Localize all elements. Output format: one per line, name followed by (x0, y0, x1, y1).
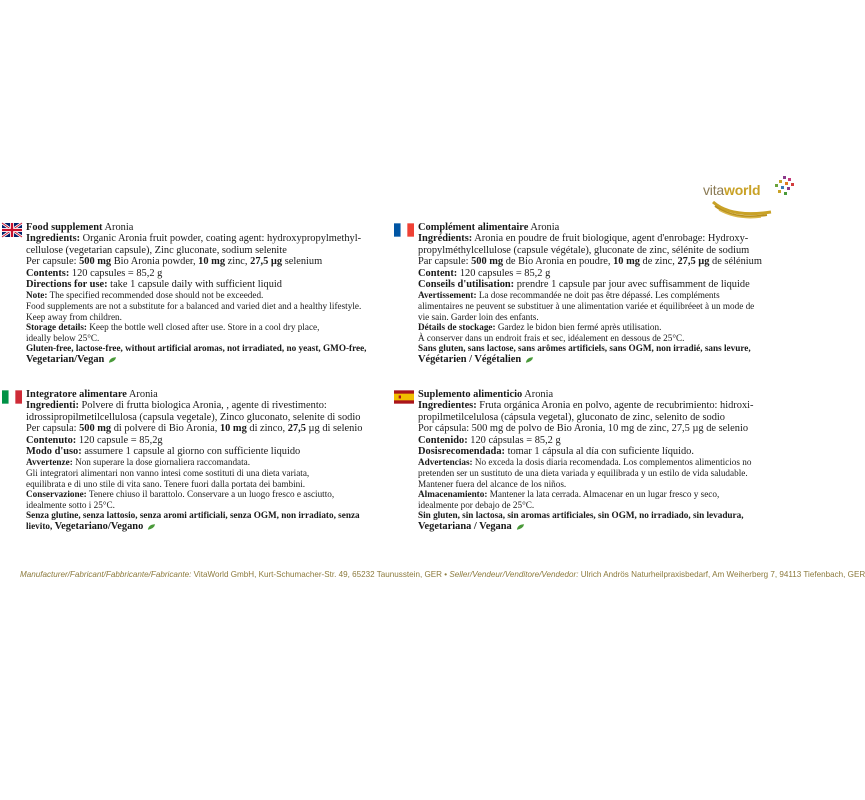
it-storage: Conservazione: Tenere chiuso il barattolo. Conservare a un luogo fresco e asciutto, (26, 489, 335, 500)
french-panel (418, 222, 778, 365)
seller-value: Ulrich Andrös Naturheilpraxisbedarf, Am Weiherberg 7, 94113 Tiefenbach, GER (578, 570, 865, 579)
es-per-capsule: Por cápsula: 500 mg de polvo de Bio Aronia, 10 mg de zinc, 27,5 µg de selenio (418, 423, 749, 435)
spain-flag-icon (394, 390, 414, 404)
en-note-line2: Food supplements are not a substitute for a balanced and varied diet and a healthy lifestyle. (26, 301, 362, 312)
es-storage: Almacenamiento: Mantener la lata cerrada. Almacenar en un lugar fresco y seco, (418, 489, 720, 500)
leaf-icon (516, 523, 525, 531)
vitaworld-logo (703, 170, 793, 220)
fr-per-capsule: Par capsule: 500 mg de Bio Aronia en poudre, 10 mg de zinc, 27,5 µg de sélénium (418, 256, 762, 268)
en-storage-line2: ideally below 25°C. (26, 332, 100, 343)
fr-note-line3: vie sain. Garder loin des enfants. (418, 311, 539, 322)
manufacturer-value: VitaWorld GmbH, Kurt-Schumacher-Str. 49, 65232 Taunusstein, GER (191, 570, 442, 579)
en-ingredients: Ingredients: Organic Aronia fruit powder, coating agent: hydroxypropylmethyl- (26, 233, 362, 245)
it-note-line3: equilibrata e di uno stile di vita sano. Tenere fuori dalla portata dei bambini. (26, 478, 306, 489)
logo-swoosh-icon (711, 198, 773, 218)
it-title: Integratore alimentare Aronia (26, 389, 158, 400)
es-note-line3: Mantener fuera del alcance de los niños. (418, 478, 567, 489)
fr-note: Avertissement: La dose recommandée ne doit pas être dépassé. Les compléments (418, 290, 720, 301)
logo-dots-icon (769, 174, 795, 200)
it-note-line2: Gli integratori alimentari non vanno intesi come sostituti di una dieta variata, (26, 468, 310, 479)
english-panel (26, 222, 386, 365)
leaf-icon (147, 523, 156, 531)
en-diet: Vegetarian/Vegan (26, 354, 386, 365)
en-directions: Directions for use: take 1 capsule daily with sufficient liquid (26, 279, 282, 291)
seller-label: Seller/Vendeur/Venditore/Vendedor: (449, 570, 579, 579)
it-diet: lievito, Vegetariano/Vegano (26, 521, 386, 532)
fr-note-line2: alimentaires ne peuvent se substituer à une alimentation variée et équilibréeet à un mode de (418, 301, 755, 312)
fr-storage: Détails de stockage: Gardez le bidon bien fermé après utilisation. (418, 322, 662, 333)
en-note: Note: The specified recommended dose should not be exceeded. (26, 290, 264, 301)
it-ingredients-cont: idrossipropilmetilcellulosa (capsula vegetale), Zinco gluconato, selenite di sodio (26, 411, 361, 423)
en-per-capsule: Per capsule: 500 mg Bio Aronia powder, 10 mg zinc, 27,5 µg selenium (26, 256, 323, 268)
en-free-from: Gluten-free, lactose-free, without artificial aromas, not irradiated, no yeast, GMO-free, (26, 343, 367, 354)
leaf-icon (525, 356, 534, 364)
es-storage-line2: idealmente por debajo de 25°C. (418, 499, 535, 510)
france-flag-icon (394, 223, 414, 237)
es-note: Advertencias: No exceda la dosis diaria recomendada. Los complementos alimenticios no (418, 457, 752, 468)
manufacturer-label: Manufacturer/Fabricant/Fabbricante/Fabricante: (20, 570, 192, 579)
spanish-panel (418, 389, 778, 532)
fr-storage-line2: À conserver dans un endroit frais et sec, idéalement en dessous de 25°C. (418, 332, 685, 343)
en-ingredients-cont: cellulose (vegetarian capsule), Zinc gluconate, sodium selenite (26, 244, 287, 256)
fr-diet: Végétarien / Végétalien (418, 354, 778, 365)
en-title: Food supplement Aronia (26, 222, 134, 233)
es-title: Suplemento alimenticio Aronia (418, 389, 554, 400)
it-directions: Modo d'uso: assumere 1 capsule al giorno con sufficiente liquido (26, 446, 301, 458)
es-directions: Dosisrecomendada: tomar 1 cápsula al día con suficiente líquido. (418, 446, 694, 458)
fr-free-from: Sans gluten, sans lactose, sans arômes artificiels, sans OGM, non irradié, sans levure, (418, 343, 751, 354)
fr-ingredients-cont: propylméthylcellulose (capsule végétale), gluconate de zinc, sélénite de sodium (418, 244, 750, 256)
uk-flag-icon (2, 223, 22, 237)
es-contents: Contenido: 120 cápsulas = 85,2 g (418, 434, 561, 446)
es-note-line2: pretenden ser un sustituto de una dieta variada y equilibrada y un estilo de vida saludable. (418, 468, 748, 479)
it-contents: Contenuto: 120 capsule = 85,2g (26, 434, 163, 446)
es-diet: Vegetariana / Vegana (418, 521, 778, 532)
footer-separator: • (441, 570, 450, 579)
footer-manufacturer-seller (20, 570, 865, 579)
italian-panel (26, 389, 386, 532)
it-per-capsule: Per capsula: 500 mg di polvere di Bio Aronia, 10 mg di zinco, 27,5 µg di selenio (26, 423, 363, 435)
fr-ingredients: Ingrédients: Aronia en poudre de fruit biologique, agent d'enrobage: Hydroxy- (418, 233, 749, 245)
leaf-icon (108, 356, 117, 364)
fr-title: Complément alimentaire Aronia (418, 222, 560, 233)
en-note-line3: Keep away from children. (26, 311, 122, 322)
en-contents: Contents: 120 capsules = 85,2 g (26, 267, 163, 279)
it-storage-line2: idealmente sotto i 25°C. (26, 499, 115, 510)
es-free-from: Sin gluten, sin lactosa, sin aromas artificiales, sin OGM, no irradiado, sin levadura, (418, 510, 744, 521)
fr-directions: Conseils d'utilisation: prendre 1 capsule par jour avec suffisamment de liquide (418, 279, 750, 291)
en-storage: Storage details: Keep the bottle well closed after use. Store in a cool dry place, (26, 322, 320, 333)
italy-flag-icon (2, 390, 22, 404)
es-ingredients-cont: propilmetilcelulosa (cápsula vegetal), gluconato de zinc, selenito de sodio (418, 411, 726, 423)
es-ingredients: Ingredientes: Fruta orgánica Aronia en polvo, agente de recubrimiento: hidroxi- (418, 400, 754, 412)
it-free-from: Senza glutine, senza lattosio, senza aromi artificiali, senza OGM, non irradiato, senza (26, 510, 360, 521)
fr-contents: Content: 120 capsules = 85,2 g (418, 267, 551, 279)
logo-wordmark: vitaworld (703, 182, 761, 198)
it-ingredients: Ingredienti: Polvere di frutta biologica Aronia, , agente di rivestimento: (26, 400, 327, 412)
it-note: Avvertenze: Non superare la dose giornaliera raccomandata. (26, 457, 251, 468)
